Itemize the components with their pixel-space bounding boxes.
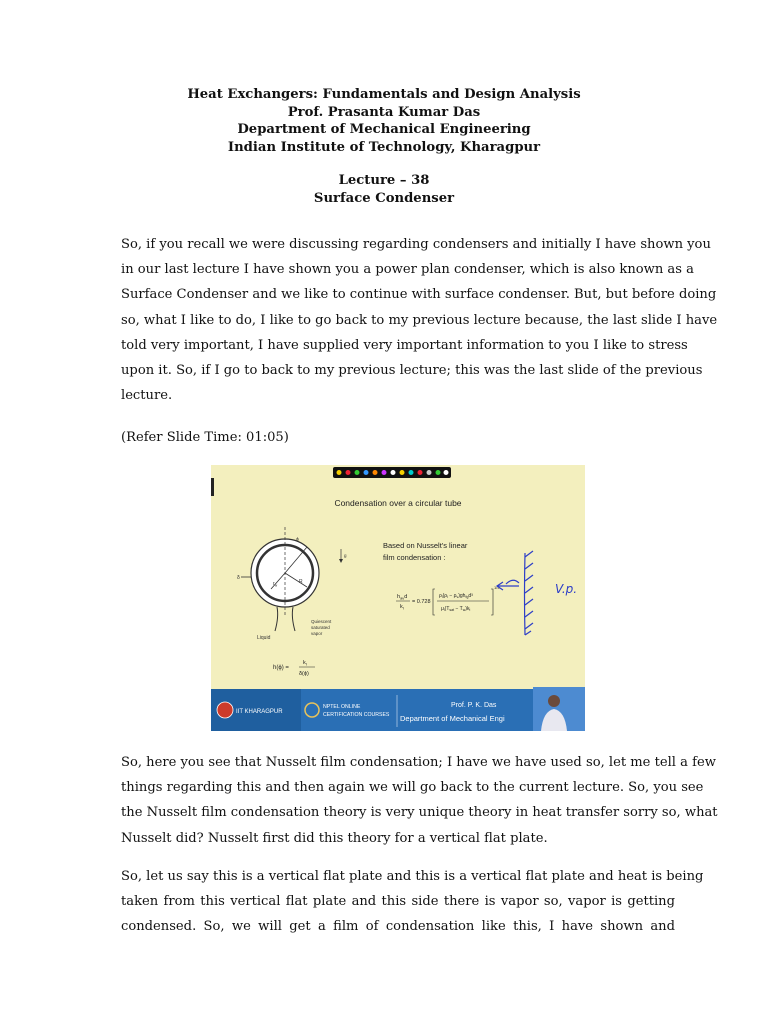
paragraph-line: So, let us say this is a vertical flat plate and this is a vertical flat plate and heat is being: [121, 869, 704, 884]
course-title: Heat Exchangers: Fundamentals and Design Analysis: [187, 87, 581, 102]
hphi-denominator: δ(ϕ): [299, 671, 309, 677]
lecture-heading: [0, 172, 768, 207]
paragraph-3: [121, 864, 704, 940]
nptel-label-2: CERTIFICATION COURSES: [323, 712, 390, 718]
slide-title: Condensation over a circular tube: [334, 498, 462, 508]
paragraph-line: the Nusselt film condensation theory is very unique theory in heat transfer sorry so, what: [121, 805, 718, 821]
nusselt-line-2: film condensation :: [383, 553, 446, 562]
gravity-label: g: [344, 553, 347, 558]
paragraph-line: taken from this vertical flat plate and this side there is vapor so, vapor is getting: [121, 894, 675, 910]
hphi-lhs: h(ϕ) =: [273, 665, 289, 671]
paragraph-2: [121, 750, 718, 851]
paragraph-line: Surface Condenser and we like to continue with surface condenser. But, but before doing: [121, 287, 717, 303]
phi-label: ϕ: [296, 537, 299, 543]
eq-exponent: 1/4: [494, 585, 500, 590]
eq-lhs-numerator: $h_{av}d$: [397, 594, 408, 601]
paragraph-line: So, if you recall we were discussing regarding condensers and initially I have shown you: [121, 237, 711, 252]
rw-label: $r_w$: [273, 581, 278, 588]
nusselt-line-1: Based on Nusselt's linear: [383, 541, 468, 550]
lecture-title: Surface Condenser: [313, 190, 455, 206]
paragraph-line: lecture.: [121, 388, 173, 404]
quiescent-label-1: Quiescent: [311, 619, 332, 624]
handwritten-vapor-label: V.p.: [555, 582, 578, 596]
footer-department: Department of Mechanical Engi: [400, 714, 505, 723]
eq-numerator: $\rho_l(\rho_l - \rho_v)gh_{fg}d^3$: [439, 593, 473, 599]
quiescent-label-3: vapor: [311, 631, 323, 636]
iit-kharagpur-label: IIT KHARAGPUR: [236, 709, 283, 715]
paragraph-line: told very important, I have supplied very important information to you I like to stress: [121, 337, 688, 353]
nptel-label-1: NPTEL ONLINE: [323, 704, 361, 710]
slide-footer: [211, 687, 585, 731]
footer-professor: Prof. P. K. Das: [451, 702, 497, 709]
lecture-number: Lecture – 38: [338, 173, 430, 188]
paragraph-1: [121, 232, 718, 408]
eq-coefficient: = 0.728: [412, 599, 431, 605]
lecture-slide-image: [211, 465, 585, 731]
liquid-label: Liquid: [257, 635, 271, 641]
quiescent-label-2: saturated: [311, 625, 330, 630]
document-header: [0, 86, 768, 156]
annotation-toolbar: [333, 467, 451, 478]
department-name: Department of Mechanical Engineering: [237, 122, 531, 138]
paragraph-line: upon it. So, if I go to back to my previous lecture; this was the last slide of the previous: [121, 363, 703, 379]
slide-edge-mark: [211, 478, 214, 496]
professor-name: Prof. Prasanta Kumar Das: [287, 104, 481, 120]
paragraph-line: Nusselt did? Nusselt first did this theory for a vertical flat plate.: [121, 830, 548, 846]
paragraph-line: in our last lecture I have shown you a power plan condenser, which is also known as a: [121, 262, 694, 278]
eq-denominator: $\mu_l(T_{sat} - T_w)k_l$: [441, 606, 471, 612]
radius-label: R: [299, 579, 303, 585]
refer-slide-time: (Refer Slide Time: 01:05): [121, 430, 289, 445]
paragraph-line: things regarding this and then again we will go back to the current lecture. So, you see: [121, 780, 704, 796]
eq-lhs-denominator: $k_l$: [400, 604, 404, 611]
hphi-numerator: $k_l$: [303, 660, 307, 667]
delta-label: δ: [237, 575, 240, 581]
paragraph-line: condensed. So, we will get a film of condensation like this, I have shown and: [121, 919, 675, 935]
paragraph-line: So, here you see that Nusselt film condensation; I have we have used so, let me tell a few: [121, 755, 716, 770]
paragraph-line: so, what I like to do, I like to go back to my previous lecture because, the last slide I have: [121, 312, 718, 328]
institute-name: Indian Institute of Technology, Kharagpur: [227, 139, 541, 155]
